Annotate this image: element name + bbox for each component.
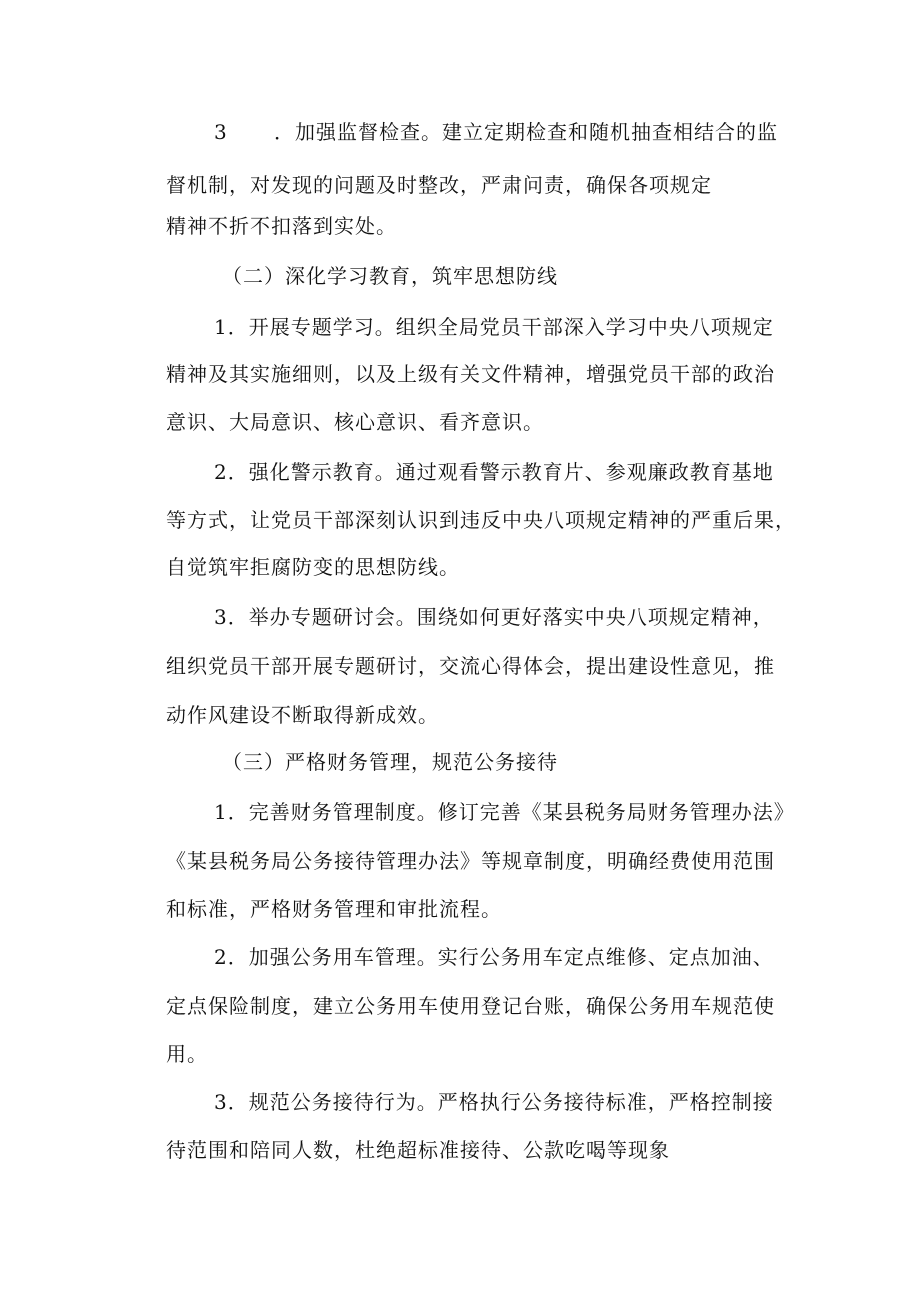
- line-text: 精神及其实施细则，以及上级有关文件精神，增强党员干部的政治: [166, 362, 775, 386]
- paragraph-line: [166, 897, 502, 921]
- item-number: 1: [214, 315, 228, 339]
- line-text: ．强化警示教育。通过观看警示教育片、参观廉政教育基地: [227, 460, 774, 484]
- line-text: 意识、大局意识、核心意识、看齐意识。: [166, 410, 544, 434]
- paragraph-line: [214, 605, 774, 629]
- line-text: 组织党员干部开展专题研讨，交流心得体会，提出建设性意见，推: [166, 654, 775, 678]
- line-text: （二）深化学习教育，筑牢思想防线: [222, 264, 558, 288]
- paragraph-line: [166, 214, 397, 238]
- paragraph-line: [166, 362, 775, 386]
- section-heading: [222, 264, 558, 288]
- line-text: 精神不折不扣落到实处。: [166, 214, 397, 238]
- line-text: 用。: [166, 1042, 208, 1066]
- line-text: ．举办专题研讨会。围绕如何更好落实中央八项规定精神，: [227, 605, 774, 629]
- line-text: ．规范公务接待行为。严格执行公务接待标准，严格控制接: [227, 1090, 774, 1114]
- paragraph-line: [214, 120, 784, 144]
- item-number: 1: [214, 800, 228, 824]
- line-text: 等方式，让党员干部深刻认识到违反中央八项规定精神的严重后果，: [166, 508, 796, 532]
- paragraph-line: [166, 849, 775, 873]
- paragraph-line: [166, 508, 796, 532]
- line-text: 定点保险制度，建立公务用车使用登记台账，确保公务用车规范使: [166, 994, 775, 1018]
- paragraph-line: [166, 1138, 670, 1162]
- paragraph-line: [166, 654, 775, 678]
- paragraph-line: [166, 555, 460, 579]
- paragraph-line: [214, 1090, 774, 1114]
- paragraph-line: [214, 315, 774, 339]
- item-number: 3: [214, 120, 228, 144]
- item-number: 2: [214, 460, 228, 484]
- section-heading: [222, 750, 558, 774]
- paragraph-line: [214, 460, 774, 484]
- paragraph-line: [214, 800, 795, 824]
- line-text: ．完善财务管理制度。修订完善《某县税务局财务管理办法》: [227, 800, 795, 824]
- item-number: 2: [214, 945, 228, 969]
- line-text: ．加强监督检查。建立定期检查和随机抽查相结合的监: [274, 120, 778, 144]
- line-text: 和标准，严格财务管理和审批流程。: [166, 897, 502, 921]
- paragraph-line: [166, 173, 712, 197]
- line-text: 自觉筑牢拒腐防变的思想防线。: [166, 555, 460, 579]
- paragraph-line: [166, 994, 775, 1018]
- line-text: 动作风建设不断取得新成效。: [166, 703, 439, 727]
- paragraph-line: [166, 703, 439, 727]
- paragraph-line: [166, 1042, 208, 1066]
- line-text: ．加强公务用车管理。实行公务用车定点维修、定点加油、: [227, 945, 774, 969]
- line-text: 待范围和陪同人数，杜绝超标准接待、公款吃喝等现象: [166, 1138, 670, 1162]
- line-text: 督机制，对发现的问题及时整改，严肃问责，确保各项规定: [166, 173, 712, 197]
- line-text: 《某县税务局公务接待管理办法》等规章制度，明确经费使用范围: [166, 849, 775, 873]
- paragraph-line: [166, 410, 544, 434]
- item-number: 3: [214, 1090, 228, 1114]
- line-text: ．开展专题学习。组织全局党员干部深入学习中央八项规定: [227, 315, 774, 339]
- line-text: （三）严格财务管理，规范公务接待: [222, 750, 558, 774]
- paragraph-line: [214, 945, 774, 969]
- item-number: 3: [214, 605, 228, 629]
